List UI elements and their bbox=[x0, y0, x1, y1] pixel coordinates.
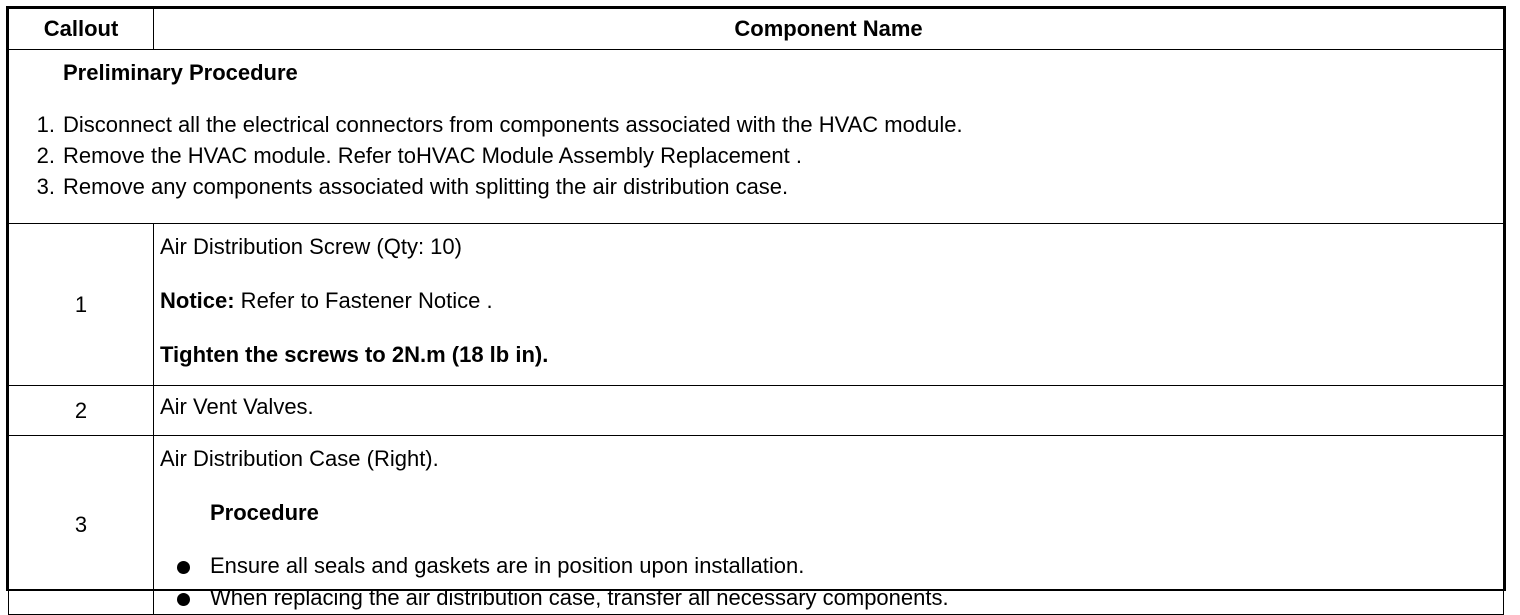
step-number: 3. bbox=[36, 174, 55, 199]
preliminary-step bbox=[9, 109, 1503, 140]
procedure-bullets bbox=[160, 550, 1503, 614]
step-text: Remove any components associated with splitting the air distribution case. bbox=[63, 174, 789, 199]
step-text: Remove the HVAC module. Refer toHVAC Module Assembly Replacement . bbox=[63, 143, 802, 168]
preliminary-row bbox=[9, 50, 1504, 224]
step-number: 1. bbox=[36, 112, 55, 137]
component-cell bbox=[154, 224, 1504, 386]
torque-spec: Tighten the screws to 2N.m (18 lb in). bbox=[160, 342, 549, 367]
bullet-icon bbox=[160, 582, 210, 614]
step-text: Disconnect all the electrical connectors from components associated with the HVAC module. bbox=[63, 112, 963, 137]
table-row bbox=[9, 224, 1504, 386]
component-cell bbox=[154, 386, 1504, 436]
bullet-text: When replacing the air distribution case, transfer all necessary components. bbox=[210, 585, 949, 610]
notice-label: Notice: bbox=[160, 288, 235, 313]
component-name: Air Distribution Screw (Qty: 10) bbox=[160, 234, 462, 259]
list-item bbox=[160, 550, 1503, 582]
preliminary-title: Preliminary Procedure bbox=[63, 60, 298, 85]
callout-cell: 1 bbox=[9, 224, 154, 386]
list-item bbox=[160, 582, 1503, 614]
preliminary-step bbox=[9, 171, 1503, 202]
component-table-frame bbox=[6, 6, 1506, 610]
header-component-name: Component Name bbox=[154, 9, 1504, 50]
preliminary-cell bbox=[9, 50, 1504, 224]
component-name: Air Distribution Case (Right). bbox=[160, 446, 439, 471]
step-number: 2. bbox=[36, 143, 55, 168]
header-callout: Callout bbox=[9, 9, 154, 50]
component-name: Air Vent Valves. bbox=[160, 394, 314, 419]
callout-cell: 2 bbox=[9, 386, 154, 436]
bullet-icon bbox=[160, 550, 210, 582]
component-table bbox=[8, 8, 1504, 615]
callout-cell: 3 bbox=[9, 436, 154, 615]
component-cell bbox=[154, 436, 1504, 615]
procedure-title: Procedure bbox=[210, 500, 319, 525]
preliminary-steps bbox=[9, 109, 1503, 202]
bullet-text: Ensure all seals and gaskets are in position upon installation. bbox=[210, 553, 805, 578]
notice-line bbox=[160, 288, 1503, 314]
table-row bbox=[9, 436, 1504, 615]
notice-text: Refer to Fastener Notice . bbox=[234, 288, 493, 313]
header-row bbox=[9, 9, 1504, 50]
preliminary-step bbox=[9, 140, 1503, 171]
table-row bbox=[9, 386, 1504, 436]
